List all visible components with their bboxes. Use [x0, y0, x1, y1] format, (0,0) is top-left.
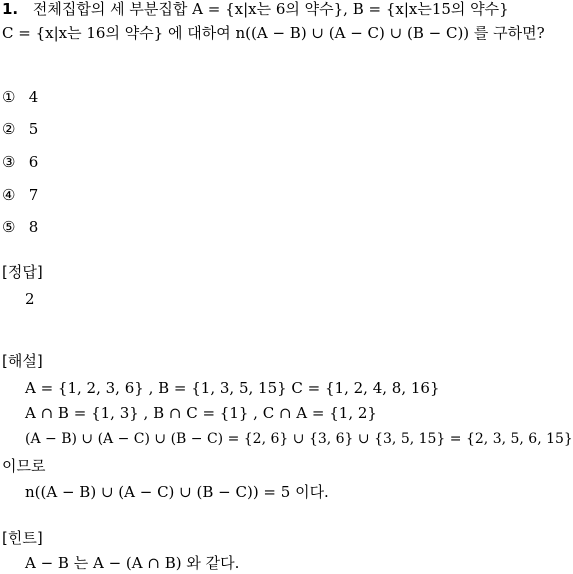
choice-2[interactable] [2, 120, 38, 138]
explanation-line-2: A ∩ B = {1, 3} , B ∩ C = {1} , C ∩ A = {1, 2} [25, 404, 377, 422]
choice-5-value: 8 [28, 218, 39, 236]
explanation-line-5: n((A − B) ∪ (A − C) ∪ (B − C)) = 5 이다. [25, 483, 329, 501]
explanation-line-4: 이므로 [2, 457, 46, 475]
hint-line-1: A − B 는 A − (A ∩ B) 와 같다. [25, 554, 240, 572]
question-text-1: 전체집합의 세 부분집합 A = {x|x는 6의 약수}, B = {x|x는15의 약수} [32, 0, 509, 18]
choice-1[interactable] [2, 88, 38, 106]
choice-5-mark: ⑤ [2, 218, 16, 236]
answer-value: 2 [25, 290, 35, 308]
choice-5[interactable] [2, 218, 38, 236]
question-line-1 [2, 0, 509, 18]
explanation-line-1: A = {1, 2, 3, 6} , B = {1, 3, 5, 15} C = {1, 2, 4, 8, 16} [25, 379, 440, 397]
choice-1-mark: ① [2, 88, 16, 106]
question-number: 1. [2, 0, 19, 18]
question-text-2: C = {x|x는 16의 약수} 에 대하여 n((A − B) ∪ (A − C) ∪ (B − C)) 를 구하면? [2, 24, 545, 42]
choice-3-mark: ③ [2, 153, 16, 171]
hint-label: [힌트] [2, 529, 43, 547]
choice-2-value: 5 [28, 120, 39, 138]
choice-4[interactable] [2, 186, 38, 204]
choice-2-mark: ② [2, 120, 16, 138]
answer-label: [정답] [2, 263, 43, 281]
choice-4-mark: ④ [2, 186, 16, 204]
choice-1-value: 4 [28, 88, 39, 106]
explanation-label: [해설] [2, 352, 43, 370]
choice-3[interactable] [2, 153, 38, 171]
explanation-line-3: (A − B) ∪ (A − C) ∪ (B − C) = {2, 6} ∪ {3, 6} ∪ {3, 5, 15} = {2, 3, 5, 6, 15} [25, 431, 573, 447]
choice-4-value: 7 [28, 186, 39, 204]
choice-3-value: 6 [28, 153, 39, 171]
